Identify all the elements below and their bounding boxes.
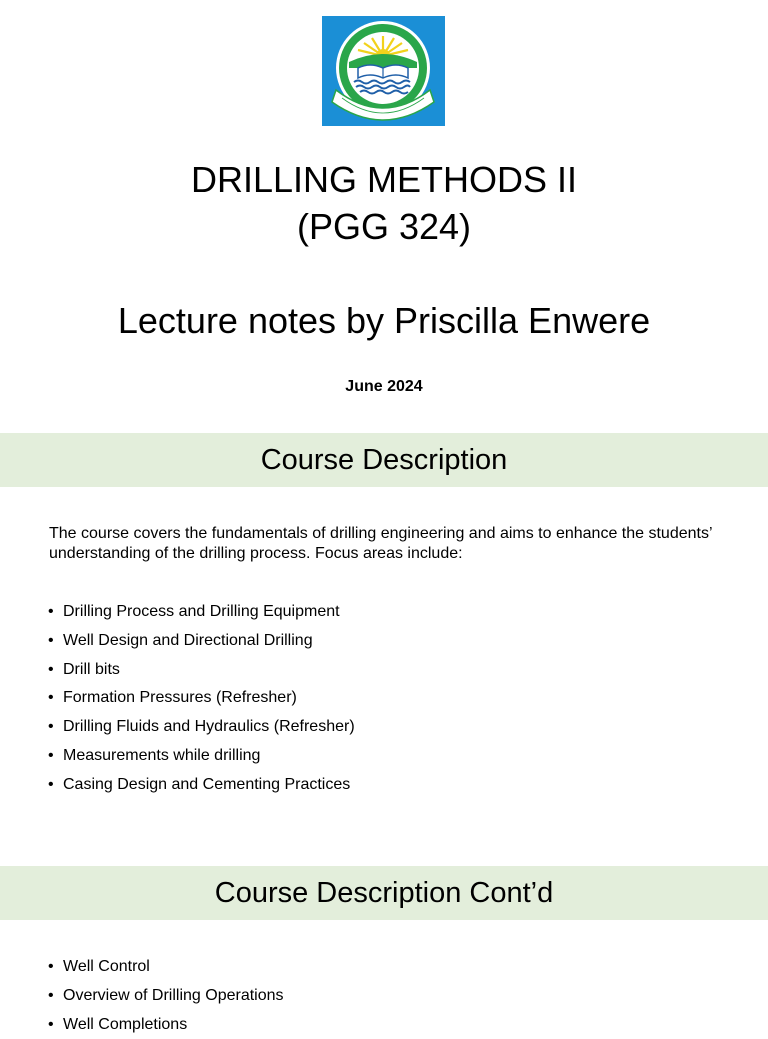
list-item-text: Measurements while drilling xyxy=(63,746,261,764)
list-item xyxy=(48,656,355,685)
bullet-icon: • xyxy=(48,689,54,707)
list-item xyxy=(48,713,355,742)
section-heading-band xyxy=(0,433,768,487)
section-heading: Course Description Cont’d xyxy=(214,877,554,909)
university-of-lagos-crest-icon xyxy=(322,16,445,126)
list-item xyxy=(48,1011,284,1039)
bullet-icon: • xyxy=(48,631,54,649)
lecture-subtitle: Lecture notes by Priscilla Enwere xyxy=(117,300,651,341)
section-heading: Course Description xyxy=(260,444,508,476)
bullet-icon: • xyxy=(48,986,54,1004)
list-item-text: Drilling Fluids and Hydraulics (Refresher) xyxy=(63,718,355,736)
university-logo xyxy=(322,16,445,126)
bullet-icon: • xyxy=(48,660,54,678)
bullet-icon: • xyxy=(48,603,54,620)
lecture-date: June 2024 xyxy=(345,378,423,395)
bullet-icon: • xyxy=(48,958,54,975)
course-intro-paragraph: The course covers the fundamentals of drilling engineering and aims to enhance the students’ understanding of the drilling process. Focus areas include: xyxy=(49,525,712,562)
bullet-icon: • xyxy=(48,1015,54,1033)
bullet-icon: • xyxy=(48,746,54,764)
list-item xyxy=(48,742,355,771)
list-item-text: Formation Pressures (Refresher) xyxy=(63,689,297,707)
list-item xyxy=(48,953,284,982)
list-item xyxy=(48,982,284,1011)
section-heading-band xyxy=(0,866,768,920)
list-item xyxy=(48,627,355,656)
title-line-1: DRILLING METHODS II xyxy=(190,159,578,200)
list-item-text: Well Completions xyxy=(63,1015,188,1033)
list-item xyxy=(48,684,355,713)
list-item-text: Well Design and Directional Drilling xyxy=(63,631,313,649)
title-line-2: (PGG 324) xyxy=(296,206,472,247)
list-item xyxy=(48,598,355,627)
list-item xyxy=(48,771,355,800)
course-topics-list xyxy=(48,598,355,800)
list-item-text: Overview of Drilling Operations xyxy=(63,986,284,1004)
list-item-text: Well Control xyxy=(63,958,150,975)
course-topics-list-continued xyxy=(48,953,284,1039)
list-item-text: Drill bits xyxy=(63,660,120,678)
bullet-icon: • xyxy=(48,775,54,793)
bullet-icon: • xyxy=(48,718,54,736)
list-item-text: Casing Design and Cementing Practices xyxy=(63,775,351,793)
list-item-text: Drilling Process and Drilling Equipment xyxy=(63,603,340,620)
